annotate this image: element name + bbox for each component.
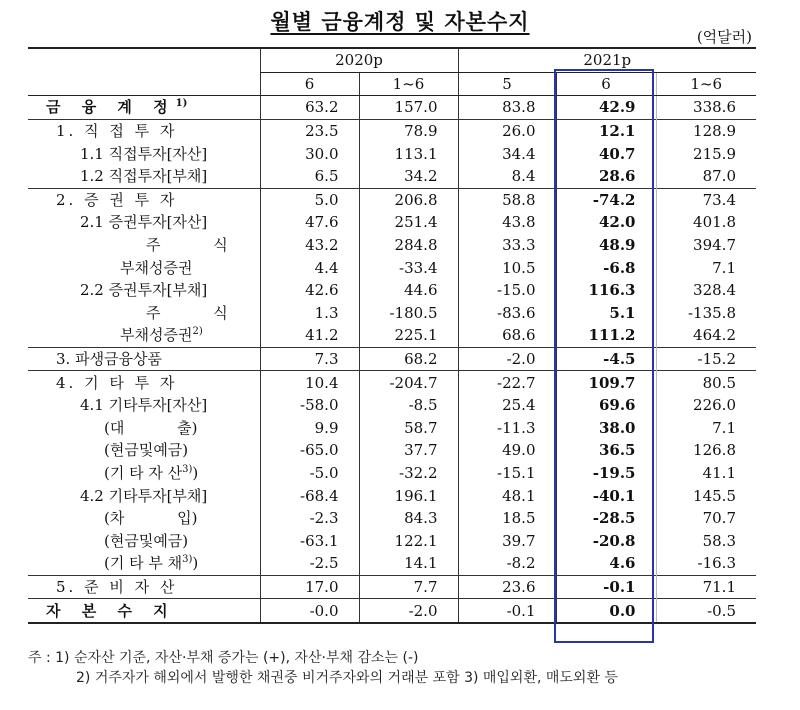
cell: 42.6 — [260, 279, 359, 302]
cell: -0.1 — [458, 599, 556, 623]
cell: 109.7 — [556, 371, 656, 394]
cell: 7.3 — [260, 347, 359, 371]
row-label: (차 입) — [104, 509, 198, 528]
cell: 338.6 — [656, 96, 756, 120]
table-row — [28, 552, 756, 575]
cell: 58.7 — [359, 417, 458, 440]
row-label: (기 타 부 채$^{3)}$) — [104, 554, 199, 573]
cell: 116.3 — [556, 279, 656, 302]
cell: -22.7 — [458, 371, 556, 394]
header-row-years — [28, 48, 756, 72]
row-label: (기 타 자 산$^{3)}$) — [104, 463, 199, 482]
cell: 7.1 — [656, 417, 756, 440]
cell: -33.4 — [359, 256, 458, 279]
footnotes — [28, 648, 788, 688]
table-row — [28, 462, 756, 485]
cell: 43.8 — [458, 211, 556, 234]
cell: 14.1 — [359, 552, 458, 575]
footnote-line: 2) 거주자가 해외에서 발행한 채권중 비거주자와의 거래분 포함 3) 매입외환, 매도외환 등 — [76, 670, 618, 686]
financial-account-table — [28, 47, 756, 624]
cell: -28.5 — [556, 507, 656, 530]
cell: 6.5 — [260, 165, 359, 188]
table-row — [28, 256, 756, 279]
cell: 10.4 — [260, 371, 359, 394]
cell: -2.3 — [260, 507, 359, 530]
cell: 18.5 — [458, 507, 556, 530]
table-row — [28, 188, 756, 211]
cell: 73.4 — [656, 188, 756, 211]
cell: 87.0 — [656, 165, 756, 188]
cell: 4.4 — [260, 256, 359, 279]
row-label: 주 식 — [146, 236, 228, 255]
row-label: 2.2 증권투자[부채] — [80, 281, 208, 300]
cell: 9.9 — [260, 417, 359, 440]
cell: -65.0 — [260, 439, 359, 462]
cell: -2.5 — [260, 552, 359, 575]
table-row — [28, 279, 756, 302]
cell: 68.2 — [359, 347, 458, 371]
cell: 17.0 — [260, 575, 359, 599]
cell: 80.5 — [656, 371, 756, 394]
header-month: 1~6 — [359, 72, 458, 96]
cell: -4.5 — [556, 347, 656, 371]
header-year-2020: 2020p — [260, 48, 458, 72]
cell: 157.0 — [359, 96, 458, 120]
cell: -8.2 — [458, 552, 556, 575]
cell: -135.8 — [656, 302, 756, 325]
cell: -0.0 — [260, 599, 359, 623]
row-label: (현금및예금) — [104, 441, 189, 460]
cell: 84.3 — [359, 507, 458, 530]
cell: 58.8 — [458, 188, 556, 211]
cell: 215.9 — [656, 142, 756, 165]
cell: -19.5 — [556, 462, 656, 485]
cell: 12.1 — [556, 119, 656, 142]
cell: 33.3 — [458, 234, 556, 257]
cell: 464.2 — [656, 324, 756, 347]
cell: 10.5 — [458, 256, 556, 279]
header-blank — [28, 48, 260, 72]
footnote-line: 주 : 1) 순자산 기준, 자산·부채 증가는 (+), 자산·부채 감소는 (-) — [28, 650, 419, 666]
cell: 78.9 — [359, 119, 458, 142]
header-month: 6 — [260, 72, 359, 96]
cell: 63.2 — [260, 96, 359, 120]
cell: 41.1 — [656, 462, 756, 485]
cell: 122.1 — [359, 529, 458, 552]
cell: 49.0 — [458, 439, 556, 462]
cell: 111.2 — [556, 324, 656, 347]
cell: 37.7 — [359, 439, 458, 462]
cell: 44.6 — [359, 279, 458, 302]
cell: -74.2 — [556, 188, 656, 211]
table-row — [28, 302, 756, 325]
cell: -68.4 — [260, 484, 359, 507]
cell: -40.1 — [556, 484, 656, 507]
cell: 284.8 — [359, 234, 458, 257]
cell: 196.1 — [359, 484, 458, 507]
page-title: 월별 금융계정 및 자본수지 — [270, 9, 530, 34]
cell: 113.1 — [359, 142, 458, 165]
cell: -8.5 — [359, 394, 458, 417]
table-row — [28, 324, 756, 347]
cell: 5.0 — [260, 188, 359, 211]
table-row — [28, 234, 756, 257]
cell: 251.4 — [359, 211, 458, 234]
table-row — [28, 119, 756, 142]
table-row — [28, 96, 756, 120]
cell: 47.6 — [260, 211, 359, 234]
cell: 42.9 — [556, 96, 656, 120]
cell: 48.1 — [458, 484, 556, 507]
row-label: (현금및예금) — [104, 531, 189, 550]
cell: 23.6 — [458, 575, 556, 599]
cell: 401.8 — [656, 211, 756, 234]
header-month: 5 — [458, 72, 556, 96]
row-label: 1. 직 접 투 자 — [28, 119, 260, 142]
table-row — [28, 599, 756, 623]
cell: -83.6 — [458, 302, 556, 325]
row-label: 2. 증 권 투 자 — [28, 188, 260, 211]
row-label: 5. 준 비 자 산 — [28, 575, 260, 599]
cell: 48.9 — [556, 234, 656, 257]
cell: -20.8 — [556, 529, 656, 552]
row-label: 1.1 직접투자[자산] — [80, 144, 208, 163]
cell: 23.5 — [260, 119, 359, 142]
table-row — [28, 211, 756, 234]
row-label: 4.2 기타투자[부채] — [80, 486, 208, 505]
cell: 145.5 — [656, 484, 756, 507]
cell: 40.7 — [556, 142, 656, 165]
cell: 1.3 — [260, 302, 359, 325]
cell: 30.0 — [260, 142, 359, 165]
row-label: 2.1 증권투자[자산] — [80, 213, 208, 232]
cell: 58.3 — [656, 529, 756, 552]
cell: 38.0 — [556, 417, 656, 440]
cell: -2.0 — [359, 599, 458, 623]
cell: 394.7 — [656, 234, 756, 257]
cell: 328.4 — [656, 279, 756, 302]
cell: -32.2 — [359, 462, 458, 485]
table-row — [28, 529, 756, 552]
cell: -0.5 — [656, 599, 756, 623]
cell: -5.0 — [260, 462, 359, 485]
cell: 70.7 — [656, 507, 756, 530]
cell: 26.0 — [458, 119, 556, 142]
header-row-months — [28, 72, 756, 96]
row-label: 4. 기 타 투 자 — [28, 371, 260, 394]
unit-label: (억달러) — [696, 28, 752, 46]
table-row — [28, 142, 756, 165]
table-row — [28, 165, 756, 188]
table-row — [28, 371, 756, 394]
row-label: 4.1 기타투자[자산] — [80, 396, 208, 415]
cell: 43.2 — [260, 234, 359, 257]
table-row — [28, 394, 756, 417]
table-row — [28, 575, 756, 599]
cell: -11.3 — [458, 417, 556, 440]
cell: -0.1 — [556, 575, 656, 599]
cell: 225.1 — [359, 324, 458, 347]
row-label: 1.2 직접투자[부채] — [80, 167, 208, 186]
table-row — [28, 507, 756, 530]
row-label: 부채성증권$^{2)}$ — [120, 326, 203, 345]
cell: 28.6 — [556, 165, 656, 188]
cell: 206.8 — [359, 188, 458, 211]
row-label: 금 융 계 정$^{1)}$ — [46, 98, 188, 117]
table-row — [28, 417, 756, 440]
cell: 42.0 — [556, 211, 656, 234]
cell: 128.9 — [656, 119, 756, 142]
cell: -63.1 — [260, 529, 359, 552]
cell: 39.7 — [458, 529, 556, 552]
cell: 71.1 — [656, 575, 756, 599]
cell: -58.0 — [260, 394, 359, 417]
header-blank — [28, 72, 260, 96]
cell: -16.3 — [656, 552, 756, 575]
cell: 7.7 — [359, 575, 458, 599]
cell: 41.2 — [260, 324, 359, 347]
cell: 7.1 — [656, 256, 756, 279]
row-label: (대 출) — [104, 418, 198, 437]
cell: -180.5 — [359, 302, 458, 325]
cell: 83.8 — [458, 96, 556, 120]
cell: 5.1 — [556, 302, 656, 325]
cell: -204.7 — [359, 371, 458, 394]
cell: 36.5 — [556, 439, 656, 462]
cell: 68.6 — [458, 324, 556, 347]
table-row — [28, 439, 756, 462]
cell: 126.8 — [656, 439, 756, 462]
cell: -15.2 — [656, 347, 756, 371]
cell: 0.0 — [556, 599, 656, 623]
cell: 34.2 — [359, 165, 458, 188]
row-label: 3. 파생금융상품 — [28, 347, 260, 371]
cell: -15.1 — [458, 462, 556, 485]
cell: 226.0 — [656, 394, 756, 417]
header-month: 6 — [556, 72, 656, 96]
row-label: 부채성증권 — [120, 258, 193, 277]
cell: -15.0 — [458, 279, 556, 302]
table-row — [28, 347, 756, 371]
header-year-2021: 2021p — [458, 48, 756, 72]
cell: -6.8 — [556, 256, 656, 279]
header-month: 1~6 — [656, 72, 756, 96]
cell: 8.4 — [458, 165, 556, 188]
cell: -2.0 — [458, 347, 556, 371]
cell: 25.4 — [458, 394, 556, 417]
row-label: 주 식 — [146, 303, 228, 322]
table-row — [28, 484, 756, 507]
cell: 4.6 — [556, 552, 656, 575]
cell: 34.4 — [458, 142, 556, 165]
row-label: 자 본 수 지 — [28, 599, 260, 623]
cell: 69.6 — [556, 394, 656, 417]
